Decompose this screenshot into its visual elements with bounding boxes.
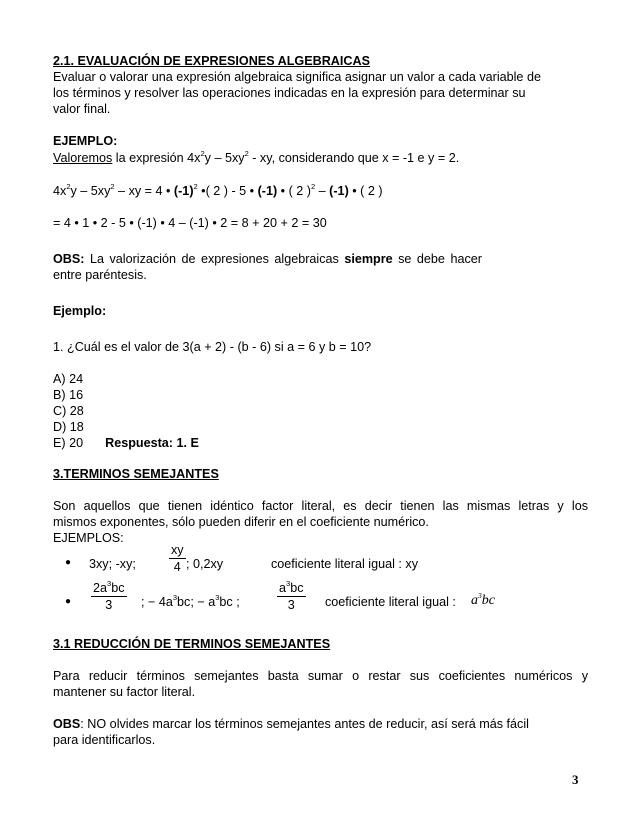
- fraction-denominator: 3: [287, 598, 295, 612]
- obs-line: [53, 251, 588, 267]
- section-heading-2-1: 2.1. EVALUACIÓN DE EXPRESIONES ALGEBRAICAS: [53, 54, 370, 68]
- text: y – 5xy: [70, 184, 111, 198]
- page-number: 3: [572, 772, 579, 787]
- obs-line-2: entre paréntesis.: [53, 268, 147, 282]
- terms-text: 3xy; -xy;: [89, 557, 136, 571]
- bullet-icon: ●: [65, 557, 72, 568]
- text: y – 5xy: [204, 151, 245, 165]
- section-heading-3: 3.TERMINOS SEMEJANTES: [53, 467, 219, 481]
- text: bc: [111, 581, 125, 595]
- fraction-numerator: xy: [171, 543, 184, 557]
- option-a: A) 24: [53, 372, 84, 386]
- bullet-icon: ●: [65, 596, 72, 607]
- text: bc: [481, 593, 495, 608]
- text: •( 2 ) - 5 •: [197, 184, 258, 198]
- text: 4x: [53, 184, 67, 198]
- paragraph-line: mantener su factor literal.: [53, 685, 196, 699]
- text: a: [279, 581, 287, 595]
- text: se debe hacer: [392, 252, 482, 266]
- exponent: 2: [110, 182, 115, 191]
- fraction-numerator: [91, 580, 127, 597]
- calculation-line-1: [53, 183, 588, 199]
- text: ; − 4a: [141, 595, 173, 609]
- text: a: [471, 593, 478, 608]
- text: 2a: [93, 581, 108, 595]
- option-b: B) 16: [53, 388, 84, 402]
- option-e-line: [53, 435, 588, 451]
- paragraph-line: Son aquellos que tienen idéntico factor literal, es decir tienen las mismas letras y los: [53, 499, 588, 513]
- text: –: [315, 184, 330, 198]
- list-item-bullet-2: [53, 580, 588, 620]
- examples-label: EJEMPLOS:: [53, 531, 124, 545]
- example-verb: Valoremos: [53, 151, 113, 165]
- text: • ( 2 ): [277, 184, 311, 198]
- text: – xy = 4 •: [114, 184, 174, 198]
- text: la expresión 4x: [112, 151, 201, 165]
- paragraph-line: valor final.: [53, 102, 111, 116]
- text: bc; − a: [177, 595, 216, 609]
- fraction: [277, 580, 306, 613]
- fraction-denominator: 4: [173, 560, 181, 574]
- example-label: EJEMPLO:: [53, 134, 118, 148]
- fraction-denominator: 3: [105, 598, 113, 612]
- math-literal: [471, 593, 495, 609]
- exponent: 3: [172, 593, 178, 602]
- option-c: C) 28: [53, 404, 84, 418]
- bold-word: siempre: [344, 252, 393, 266]
- example-statement: [53, 150, 588, 166]
- bold-value: (-1): [173, 184, 194, 198]
- terms-text: ; 0,2xy: [186, 557, 224, 571]
- exponent: 3: [286, 579, 291, 588]
- coefficient-note: coeficiente literal igual : xy: [271, 557, 418, 571]
- section-heading-3-1: 3.1 REDUCCIÓN DE TERMINOS SEMEJANTES: [53, 637, 331, 651]
- exponent: 2: [244, 149, 249, 158]
- paragraph-line: Evaluar o valorar una expresión algebraica significa asignar un valor a cada variable de: [53, 70, 541, 84]
- text: bc: [290, 581, 304, 595]
- obs-line: [53, 716, 588, 732]
- paragraph-line: los términos y resolver las operaciones indicadas en la expresión para determinar su: [53, 86, 526, 100]
- obs-label: OBS: [53, 717, 81, 731]
- bold-value: (-1): [329, 184, 349, 198]
- exponent: 3: [478, 591, 482, 600]
- fraction: [169, 542, 186, 575]
- text: : NO olvides marcar los términos semejantes antes de reducir, así será más fácil: [80, 717, 529, 731]
- list-item-bullet-1: [53, 542, 588, 578]
- fraction-numerator: [277, 580, 306, 597]
- paragraph-line: Para reducir términos semejantes basta sumar o restar sus coeficientes numéricos y: [53, 669, 588, 683]
- exponent: 3: [215, 593, 220, 602]
- exponent: 2: [200, 149, 205, 158]
- text: La valorización de expresiones algebraicas: [84, 252, 345, 266]
- terms-text: [141, 594, 240, 610]
- obs-label: OBS:: [53, 252, 85, 266]
- paragraph-line: mismos exponentes, sólo pueden diferir en el coeficiente numérico.: [53, 515, 429, 529]
- answer: Respuesta: 1. E: [105, 436, 199, 450]
- bold-value: (-1): [257, 184, 278, 198]
- exponent: 2: [310, 182, 316, 191]
- calculation-line-2: = 4 • 1 • 2 - 5 • (-1) • 4 – (-1) • 2 = 8 + 20 + 2 = 30: [53, 216, 327, 230]
- coefficient-note: coeficiente literal igual :: [325, 595, 456, 609]
- text: bc ;: [219, 595, 240, 609]
- option-e: E) 20: [53, 436, 84, 450]
- exponent: 2: [193, 182, 198, 191]
- fraction: [91, 580, 127, 613]
- obs-line-2: para identificarlos.: [53, 733, 156, 747]
- question-text: 1. ¿Cuál es el valor de 3(a + 2) - (b - 6) si a = 6 y b = 10?: [53, 340, 372, 354]
- example-label-2: Ejemplo:: [53, 304, 107, 318]
- exponent: 3: [107, 579, 112, 588]
- text: • ( 2 ): [348, 184, 383, 198]
- exponent: 2: [66, 182, 71, 191]
- option-d: D) 18: [53, 420, 84, 434]
- text: - xy, considerando que x = -1 e y = 2.: [248, 151, 460, 165]
